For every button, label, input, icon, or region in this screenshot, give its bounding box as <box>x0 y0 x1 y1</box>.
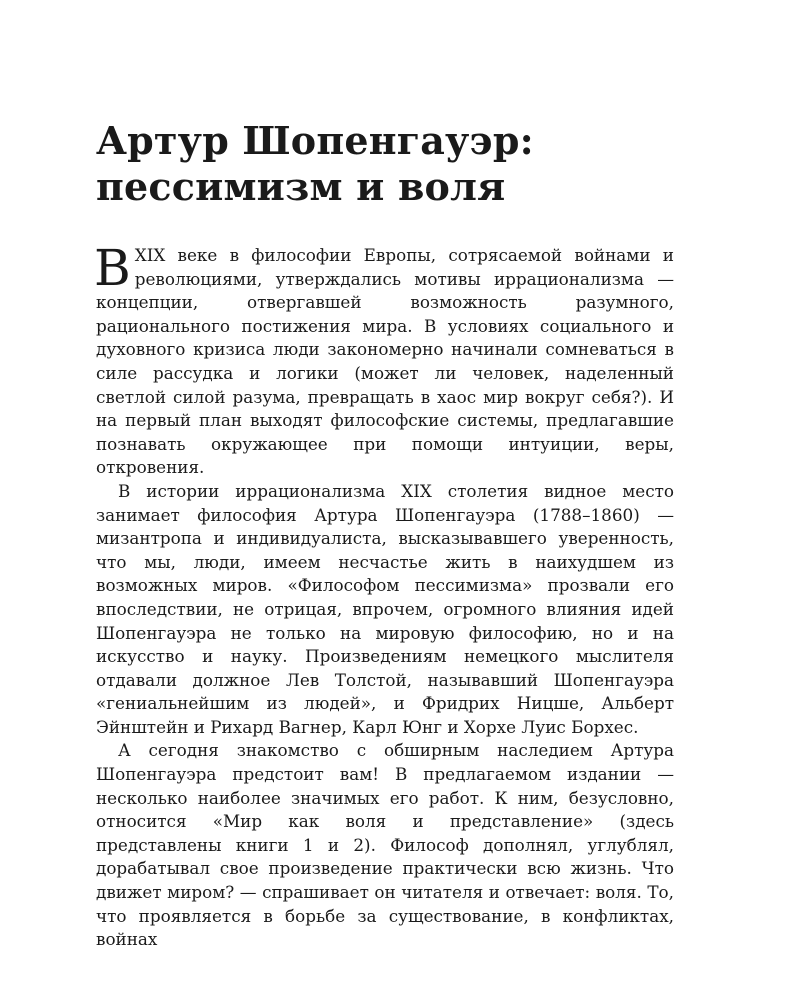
drop-cap: В <box>94 239 131 297</box>
title-line-1: Артур Шопенгауэр: <box>96 118 534 163</box>
body-text <box>94 239 674 952</box>
title-line-2: пессимизм и воля <box>96 164 506 209</box>
page-title <box>96 118 674 210</box>
paragraph-2: В истории иррационализма XIX столетия видное место занимает философия Артура Шопенгауэра (1788–1860) — мизантропа и индивидуалиста, высказывавшего уверенность, что мы, люди, имеем несчастье жить в наихудшем из возможных миров. «Философом пессимизма» прозвали его впоследствии, не отрицая, впрочем, огромного влияния идей Шопенгауэра не только на мировую философию, но и на искусство и науку. Произведениям немецкого мыслителя отдавали должное Лев Толстой, называвший Шопенгауэра «гениальнейшим из людей», и Фридрих Ницше, Альберт Эйнштейн и Рихард Вагнер, Карл Юнг и Хорхе Луис Борхес. <box>96 480 674 737</box>
page <box>96 118 674 952</box>
paragraph-3: А сегодня знакомство с обширным наследием Артура Шопенгауэра предстоит вам! В предлагаемом издании — несколько наиболее значимых его работ. К ним, безусловно, относится «Мир как воля и представление» (здесь представлены книги 1 и 2). Философ дополнял, углублял, дорабатывал свое произведение практически всю жизнь. Что движет миром? — спрашивает он читателя и отвечает: воля. То, что проявляется в борьбе за существование, в конфликтах, войнах <box>96 740 674 950</box>
paragraph-1 <box>94 239 674 480</box>
paragraph-1-text: XIX веке в философии Европы, сотрясаемой войнами и революциями, утверждались мотивы иррационализма — концепции, отвергавшей возможность разумного, рационального постижения мира. В условиях социального и духовного кризиса люди закономерно начинали сомневаться в силе рассудка и логики (может ли человек, наделенный светлой силой разума, превращать в хаос мир вокруг себя?). И на первый план выходят философские системы, предлагавшие познавать окружающее при помощи интуиции, веры, откровения. <box>96 245 674 478</box>
